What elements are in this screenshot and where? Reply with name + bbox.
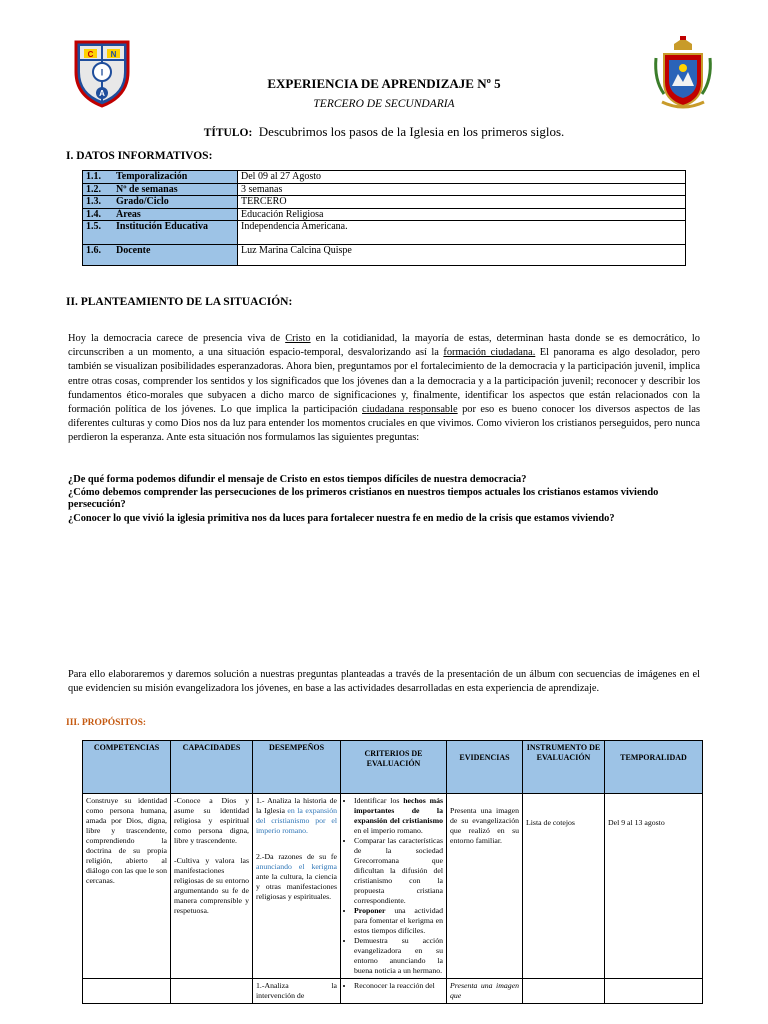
info-key: Institución Educativa <box>116 221 208 232</box>
info-key: Nº de semanas <box>116 183 178 195</box>
lesson-title <box>0 124 768 140</box>
info-value: Independencia Americana. <box>238 221 686 245</box>
competencia-cell: Construye su identidad como persona humana, amada por Dios, digna, libre y trascendente, comprendiendo la doctrina de su propia religión, abierto al diálogo con las que le son cercanas. <box>83 794 171 979</box>
info-value: 3 semanas <box>238 183 686 196</box>
info-value: Del 09 al 27 Agosto <box>238 171 686 184</box>
info-key: Docente <box>116 245 151 256</box>
desempenos-cell: 1.- Analiza la historia de la Iglesia en la expansión del cristianismo por el imperio romano. 2.-Da razones de su fe anunciando el kerigma ante la cultura, la ciencia y otras manifestaciones religiosas y espirituales. <box>253 794 341 979</box>
info-row: 1.2. Nº de semanas 3 semanas <box>83 183 686 196</box>
svg-text:I: I <box>100 67 104 78</box>
column-header: TEMPORALIDAD <box>605 741 703 794</box>
list-item: • Identificar los hechos más importantes de la expansión del cristianismo en el imperio romano. <box>354 796 443 836</box>
column-header: DESEMPEÑOS <box>253 741 341 794</box>
svg-text:A: A <box>99 89 105 98</box>
column-header: EVIDENCIAS <box>447 741 523 794</box>
list-item: • Demuestra su acción evangelizadora en su entorno anunciando la buena noticia a un hermano. <box>354 936 443 976</box>
question-1: ¿De qué forma podemos difundir el mensaje de Cristo en estos tiempos difíciles de nuestra democracia? <box>68 474 527 485</box>
table-header-row <box>83 741 703 794</box>
section-heading-planteamiento: II. PLANTEAMIENTO DE LA SITUACIÓN: <box>66 296 293 308</box>
info-key: Grado/Ciclo <box>116 196 169 207</box>
info-row: 1.6. Docente Luz Marina Calcina Quispe <box>83 245 686 266</box>
table-row <box>83 794 703 979</box>
table-row <box>83 979 703 1004</box>
info-value: Luz Marina Calcina Quispe <box>238 245 686 266</box>
column-header: INSTRUMENTO DE EVALUACIÓN <box>523 741 605 794</box>
question-3: ¿Conocer lo que vivió la iglesia primitiva nos da luces para fortalecer nuestra fe en medio de la crisis que estamos viviendo? <box>68 513 615 524</box>
criteria-list <box>344 796 443 976</box>
info-row: 1.3. Grado/Ciclo TERCERO <box>83 196 686 209</box>
question-2: ¿Cómo debemos comprender las persecuciones de los primeros cristianos en nuestros tiempos actuales los cristianos estamos viviendo persecución? <box>68 487 659 510</box>
list-item: • Reconocer la reacción del <box>354 981 443 991</box>
column-header: CAPACIDADES <box>171 741 253 794</box>
list-item: • Proponer una actividad para fomentar el kerigma en estos tiempos difíciles. <box>354 906 443 936</box>
capacidades-cell: -Conoce a Dios y asume su identidad religiosa y espiritual como persona digna, libre y trascendente. -Cultiva y valora las manifestaciones religiosas de su entorno argumentando su fe de manera comprensible y respetuosa. <box>171 794 253 979</box>
svg-text:C: C <box>87 50 94 59</box>
column-header: COMPETENCIAS <box>83 741 171 794</box>
situation-paragraph: Hoy la democracia carece de presencia viva de Cristo en la cotidianidad, la mayoría de estas, determinan hasta donde se es democrático, lo circunscriben a un momento, a una situación espacio-temporal, desvalorizando así la formación ciudadana. El panorama es algo desolador, pero también se visualizan posibilidades esperanzadoras. Ahora bien, preguntamos por el fortalecimiento de la democracia y la participación juvenil, implica entre otras cosas, comprender los sentidos y los significados que los jóvenes dan a la democracia y a la participación juvenil; reconocer y describir los fundamentos ético-morales que subyacen a dicho marco de significaciones y, finalmente, identificar los aspectos que están relacionados con la formación política de los jóvenes. Lo que implica la participación ciudadana responsable por eso es bueno conocer los diversos aspectos de las diferentes culturas y como Dios nos da luz para entender los momentos cruciales en que vivimos. Como vivieron los cristianos perseguidos, pero nunca perdieron la esperanza. Ante esta situación nos formulamos las siguientes preguntas: <box>68 333 701 444</box>
info-key: Temporalización <box>116 171 188 182</box>
section-heading-datos: I. DATOS INFORMATIVOS: <box>66 150 213 162</box>
info-table <box>82 170 686 266</box>
evidencias-cell: Presenta una imagen de su evangelización que realizó en su entorno familiar. <box>447 794 523 979</box>
info-key: Áreas <box>116 208 141 220</box>
info-row: 1.5. Institución Educativa Independencia Americana. <box>83 221 686 245</box>
desempenos-cell: 1.-Analiza la intervención de <box>253 979 341 1004</box>
column-header: CRITERIOS DE EVALUACIÓN <box>341 741 447 794</box>
temporalidad-cell: Del 9 al 13 agosto <box>605 794 703 979</box>
section-heading-propositos: III. PROPÓSITOS: <box>66 718 147 728</box>
document-title: EXPERIENCIA DE APRENDIZAJE Nº 5 <box>267 76 501 91</box>
instrumento-cell: Lista de cotejos <box>523 794 605 979</box>
title-text: Descubrimos los pasos de la Iglesia en los primeros siglos. <box>258 124 565 139</box>
criterios-cell <box>341 794 447 979</box>
closing-paragraph: Para ello elaboraremos y daremos solución a nuestras preguntas planteadas a través de la presentación de un álbum con secuencias de imágenes en el que evidencien su misión evangelizadora los jóvenes, en base a las actividades desarrolladas en esta experiencia de aprendizaje. <box>68 669 700 695</box>
info-value: TERCERO <box>238 196 686 209</box>
document-subtitle: TERCERO DE SECUNDARIA <box>313 98 455 110</box>
title-label: TÍTULO: <box>203 127 253 139</box>
purposes-table <box>82 740 703 1004</box>
list-item: • Comparar las características de la sociedad Grecorromana que dificultan la difusión del cristianismo con la propuesta cristiana correspondiente. <box>354 836 443 906</box>
svg-text:N: N <box>110 50 117 59</box>
evidencias-cell: Presenta una imagen que <box>447 979 523 1004</box>
info-row: 1.4. Áreas Educación Religiosa <box>83 208 686 221</box>
info-row: 1.1. Temporalización Del 09 al 27 Agosto <box>83 171 686 184</box>
info-value: Educación Religiosa <box>238 208 686 221</box>
criterios-cell <box>341 979 447 1004</box>
